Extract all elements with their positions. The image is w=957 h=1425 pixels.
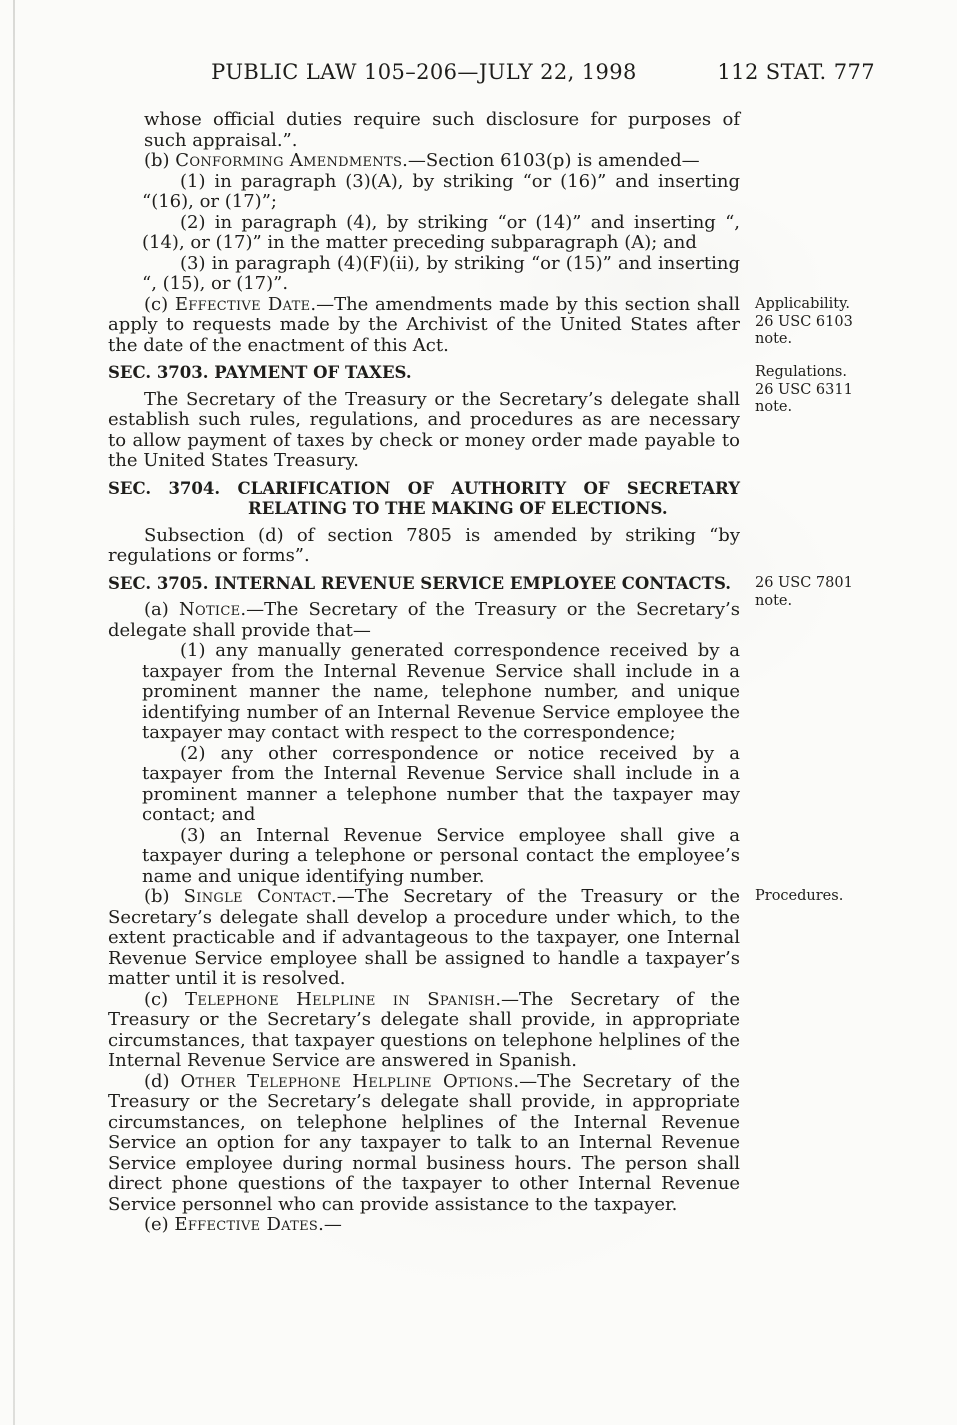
margin-note-line: note.: [755, 592, 793, 609]
text-run: (c): [144, 988, 186, 1010]
text-run: (b): [144, 150, 176, 171]
section-heading: [108, 363, 740, 384]
margin-note: [755, 296, 905, 349]
document-body: [108, 110, 740, 1236]
paragraph: [108, 990, 740, 1072]
text-run: (b): [144, 886, 184, 907]
paragraph: [142, 826, 740, 888]
paragraph: [142, 254, 740, 295]
text-run: (2) any other correspondence or notice received by a taxpayer from the Internal Revenue Service shall include in a prominent manner a telephone number that the taxpayer may contact; and: [142, 742, 740, 825]
paragraph: [108, 390, 740, 472]
paragraph: [108, 887, 740, 990]
text-run: whose official duties require such disclosure for purposes of such appraisal.”.: [144, 109, 740, 151]
scan-edge-artifact: [13, 0, 15, 1425]
margin-note: [755, 364, 905, 417]
paragraph: [108, 295, 740, 357]
text-run: .—The Secretary of the Treasury or the Secretary’s delegate shall provide, in appropriate circumstances, that taxpayer questions on telephone helplines of the Internal Revenue Service are answered in Spanish.: [108, 988, 740, 1071]
small-caps-run: Effective Dates: [174, 1214, 319, 1235]
text-run: (d): [144, 1070, 181, 1092]
paragraph: [108, 1072, 740, 1216]
margin-note-line: 26 USC 7801: [755, 575, 853, 591]
text-run: SEC. 3703. PAYMENT OF TAXES.: [108, 363, 412, 382]
text-run: (2) in paragraph (4), by striking “or (14)” and inserting “, (14), or (17)” in the matter preceding subparagraph (A); and: [142, 211, 740, 253]
text-run: (3) an Internal Revenue Service employee shall give a taxpayer during a telephone or personal contact the employee’s name and unique identifying number.: [142, 824, 740, 887]
running-head-title: PUBLIC LAW 105–206—JULY 22, 1998: [211, 60, 637, 84]
text-run: (a): [144, 599, 179, 620]
margin-note-line: Regulations.: [755, 364, 847, 380]
text-run: .—Section 6103(p) is amended—: [402, 150, 700, 171]
paragraph: [108, 151, 740, 172]
page-header: [108, 60, 875, 90]
margin-note-line: Applicability.: [755, 296, 850, 312]
margin-note-line: 26 USC 6103: [755, 313, 853, 330]
margin-note-line: note.: [755, 399, 793, 415]
margin-note: [755, 575, 905, 610]
paragraph: [142, 744, 740, 826]
text-run: Subsection (d) of section 7805 is amended by striking “by regulations or forms”.: [108, 524, 740, 566]
stat-page-number: 112 STAT. 777: [717, 60, 875, 84]
margin-note-line: Procedures.: [755, 888, 844, 904]
small-caps-run: Other Telephone Helpline Options: [180, 1070, 514, 1092]
paragraph: [142, 641, 740, 744]
text-run: (1) in paragraph (3)(A), by striking “or (16)” and inserting “(16), or (17)”;: [142, 170, 740, 212]
text-run: .—The Secretary of the Treasury or the Secretary’s delegate shall develop a procedure under which, to the extent practicable and if advantageous to the taxpayer, one Internal Revenue Service employee shall be assigned to handle a taxpayer’s matter until it is resolved.: [108, 886, 741, 989]
small-caps-run: Notice: [178, 599, 241, 620]
small-caps-run: Single Contact: [183, 886, 332, 907]
text-run: The Secretary of the Treasury or the Secretary’s delegate shall establish such rules, regulations, and procedures as are necessary to allow payment of taxes by check or money order made payable to the United States Treasury.: [108, 388, 740, 471]
text-run: (e): [144, 1214, 175, 1235]
paragraph: [108, 1215, 740, 1236]
text-run: .—The Secretary of the Treasury or the Secretary’s delegate shall provide that—: [108, 599, 740, 641]
small-caps-run: Effective Date: [174, 293, 311, 315]
text-run: SEC. 3704. CLARIFICATION OF AUTHORITY OF SECRETARY RELATING TO THE MAKING OF ELECTIONS.: [108, 478, 740, 518]
paragraph: [108, 526, 740, 567]
section-heading: [108, 574, 740, 595]
paragraph: [142, 213, 740, 254]
paragraph: [144, 110, 740, 151]
text-run: (c): [144, 293, 175, 315]
margin-notes-column: [755, 110, 905, 1310]
text-run: .—The amendments made by this section shall apply to requests made by the Archivist of the United States after the date of the enactment of this Act.: [108, 293, 740, 356]
margin-note: [755, 888, 905, 906]
paragraph: [108, 600, 740, 641]
margin-note-line: note.: [755, 331, 793, 347]
paragraph: [142, 172, 740, 213]
text-run: SEC. 3705. INTERNAL REVENUE SERVICE EMPLOYEE CONTACTS.: [108, 573, 732, 593]
small-caps-run: Telephone Helpline in Spanish: [185, 988, 496, 1010]
text-run: (3) in paragraph (4)(F)(ii), by striking “or (15)” and inserting “, (15), or (17)”.: [142, 252, 740, 294]
section-heading: [108, 479, 740, 520]
text-run: .—The Secretary of the Treasury or the Secretary’s delegate shall provide, in appropriate circumstances, on telephone helplines of the Internal Revenue Service an option for any taxpayer to talk to an Internal Revenue Service employee during normal business hours. The person shall direct phone questions of the taxpayer to other Internal Revenue Service personnel who can provide assistance to the taxpayer.: [108, 1070, 740, 1215]
small-caps-run: Conforming Amendments: [175, 150, 403, 171]
text-run: (1) any manually generated correspondence received by a taxpayer from the Internal Revenue Service shall include in a prominent manner the name, telephone number, and unique identifying number of an Internal Revenue Service employee the taxpayer may contact with respect to the correspondence;: [142, 640, 740, 743]
text-run: .—: [318, 1214, 342, 1235]
margin-note-line: 26 USC 6311: [755, 381, 853, 398]
